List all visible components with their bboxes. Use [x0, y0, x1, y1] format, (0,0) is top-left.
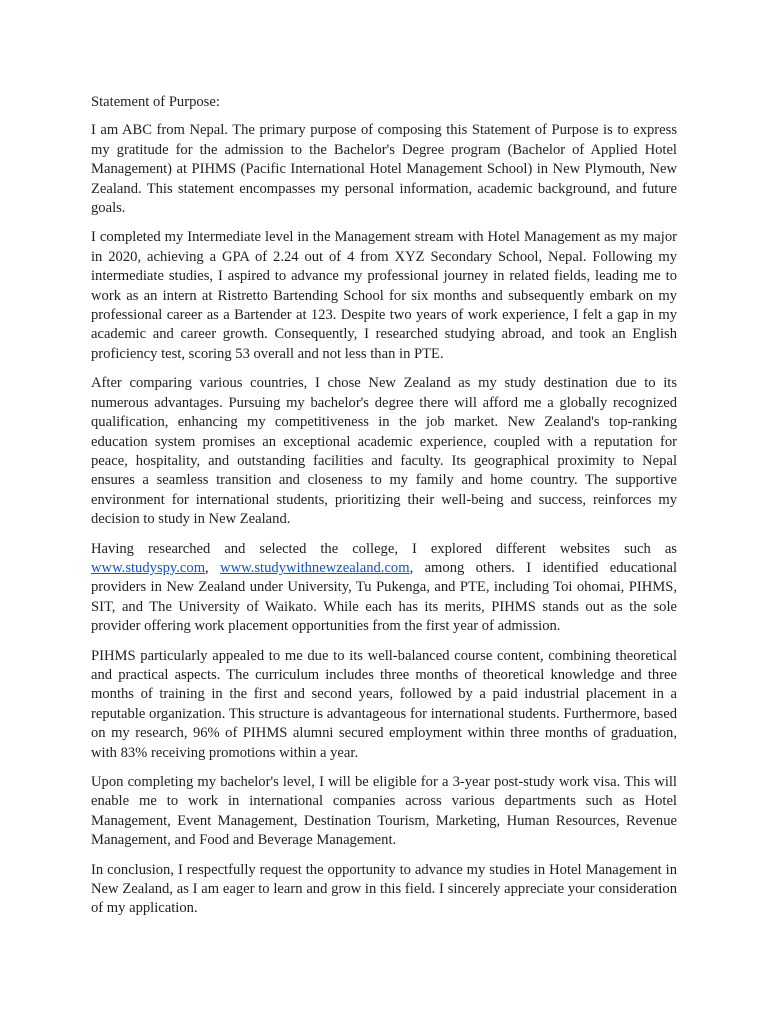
- studyspy-link[interactable]: www.studyspy.com: [91, 559, 206, 576]
- paragraph-conclusion: In conclusion, I respectfully request the opportunity to advance my studies in Hotel Management in New Zealand, as I am eager to learn and grow in this field. I sincerely appreciate your consideration of my application.: [91, 861, 677, 917]
- studywithnewzealand-link[interactable]: www.studywithnewzealand.com: [220, 559, 410, 576]
- document-title: Statement of Purpose:: [91, 94, 220, 110]
- paragraph-why-pihms: PIHMS particularly appealed to me due to its well-balanced course content, combining theoretical and practical aspects. The curriculum includes three months of theoretical knowledge and three months of training in the first and second years, followed by a paid industrial placement in a reputable organization. This structure is advantageous for international students. Furthermore, based on my research, 96% of PIHMS alumni secured employment within three months of graduation, with 83% receiving promotions within a year.: [91, 647, 677, 761]
- paragraph-college-research-tail: , among others. I identified educational providers in New Zealand under University, Tu Pukenga, and PTE, including Toi ohomai, PIHMS, SIT, and The University of Waikato. While each has its merits, PIHMS stands out as the sole provider offering work placement opportunities from the first year of admission.: [91, 559, 678, 635]
- paragraph-future-goals: Upon completing my bachelor's level, I will be eligible for a 3-year post-study work visa. This will enable me to work in international companies across various departments such as Hotel Management, Event Management, Destination Tourism, Marketing, Human Resources, Revenue Management, and Food and Beverage Management.: [91, 774, 677, 849]
- link-separator: ,: [205, 559, 221, 576]
- paragraph-academic-background: I completed my Intermediate level in the Management stream with Hotel Management as my major in 2020, achieving a GPA of 2.24 out of 4 from XYZ Secondary School, Nepal. Following my intermediate studies, I aspired to advance my professional journey in related fields, leading me to work as an intern at Ristretto Bartending School for six months and subsequently embark on my professional career as a Bartender at 123. Despite two years of work experience, I felt a gap in my academic and career growth. Consequently, I researched studying abroad, and took an English proficiency test, scoring 53 overall and not less than in PTE.: [91, 229, 677, 362]
- paragraph-college-research: [91, 540, 677, 637]
- document-page: [91, 93, 677, 929]
- paragraph-why-new-zealand: After comparing various countries, I chose New Zealand as my study destination due to its numerous advantages. Pursuing my bachelor's degree there will afford me a globally recognized qualification, enhancing my competitiveness in the job market. New Zealand's top-ranking education system promises an exceptional academic experience, coupled with a reputation for peace, hospitality, and outstanding facilities and faculty. Its geographical proximity to Nepal ensures a seamless transition and closeness to my family and home country. The supportive environment for international students, prioritizing their well-being and success, reinforces my decision to study in New Zealand.: [91, 375, 677, 528]
- paragraph-college-research-lead: Having researched and selected the college, I explored different websites such as: [91, 540, 677, 557]
- paragraph-introduction: I am ABC from Nepal. The primary purpose of composing this Statement of Purpose is to express my gratitude for the admission to the Bachelor's Degree program (Bachelor of Applied Hotel Management) at PIHMS (Pacific International Hotel Management School) in New Plymouth, New Zealand. This statement encompasses my personal information, academic background, and future goals.: [91, 122, 677, 217]
